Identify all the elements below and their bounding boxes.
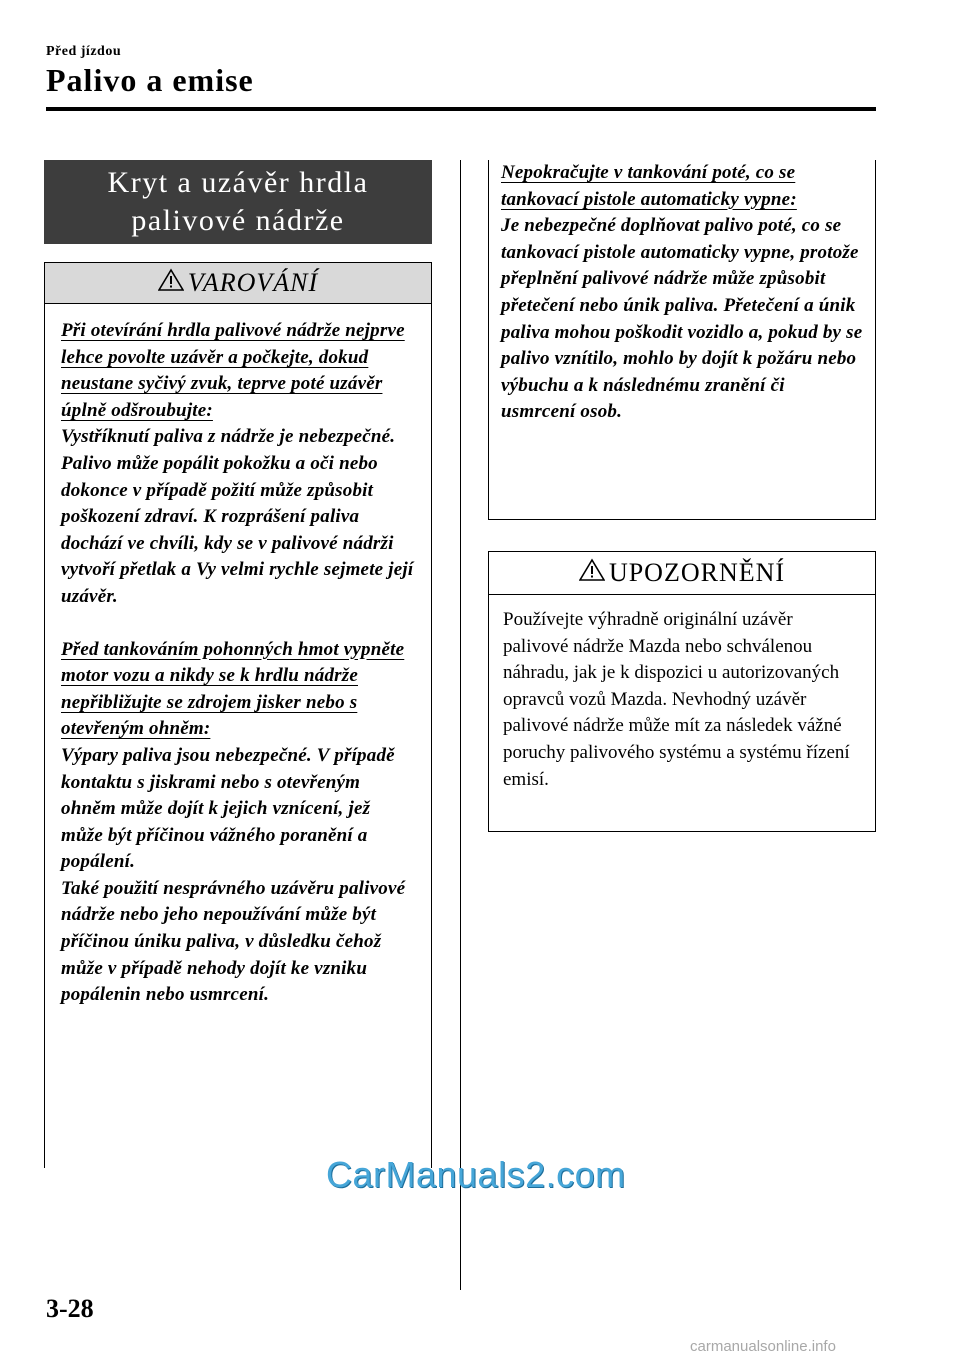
chapter-title: Palivo a emise: [46, 62, 254, 98]
header-divider: [46, 107, 876, 111]
caution-body: [489, 595, 875, 793]
warning-heading: VAROVÁNÍ: [187, 268, 319, 297]
warning-item3-text: Je nebezpečné doplňovat palivo poté, co se tankovací pistole automaticky vypne, protože přeplnění palivové nádrže může způsobit přetečení nebo únik paliva. Přetečení a únik paliva mohou poškodit vozidlo a, pokud by se palivo vznítilo, mohlo by dojít k požáru nebo výbuchu a k následnému zranění či usmrcení osob.: [501, 215, 863, 423]
warning-item1-lead: Při otevírání hrdla palivové nádrže nejprve lehce povolte uzávěr a počkejte, dokud neustane syčivý zvuk, teprve poté uzávěr úplně odšroubujte:: [61, 320, 405, 421]
warning-header: [45, 263, 431, 304]
warning-item3-lead: Nepokračujte v tankování poté, co se tankovací pistole automaticky vypne:: [501, 162, 797, 210]
caution-header: [489, 552, 875, 595]
column-divider: [460, 160, 461, 1290]
site-watermark: carmanualsonline.info: [690, 1338, 836, 1355]
caution-box: [488, 551, 876, 832]
page-number: 3-28: [46, 1294, 94, 1323]
warning-box: [44, 262, 432, 1168]
section-title-line1: Kryt a uzávěr hrdla: [107, 166, 369, 199]
warning-continuation: [488, 160, 876, 520]
warning-triangle-icon: [158, 268, 184, 299]
watermark: CarManuals2.com: [326, 1154, 626, 1195]
warning-item1-text: Vystříknutí paliva z nádrže je nebezpečné. Palivo může popálit pokožku a oči nebo dokonce v případě požití může způsobit poškození zdraví. K rozprášení paliva dochází ve chvíli, kdy se v palivové nádrži vytvoří přetlak a Vy velmi rychle sejmete její uzávěr.: [61, 426, 414, 607]
breadcrumb: Před jízdou: [46, 44, 122, 59]
caution-triangle-icon: [579, 558, 605, 589]
warning-item2-text: Výpary paliva jsou nebezpečné. V případě kontaktu s jiskrami nebo s otevřeným ohněm může dojít k jejich vznícení, jež může být příčinou vážného poranění a popálení.: [61, 744, 395, 873]
warning-body: [45, 304, 431, 1009]
caution-heading: UPOZORNĚNÍ: [608, 558, 786, 587]
section-title-banner: [44, 160, 432, 244]
section-title-line2: palivové nádrže: [131, 204, 345, 237]
caution-text: Používejte výhradně originální uzávěr palivové nádrže Mazda nebo schválenou náhradu, jak je k dispozici u autorizovaných opravců vozů Mazda. Nevhodný uzávěr palivové nádrže může mít za následek vážné poruchy palivového systému a systému řízení emisí.: [503, 609, 850, 790]
warning-item2-text2: Také použití nesprávného uzávěru palivové nádrže nebo jeho nepoužívání může být příčinou úniku paliva, v důsledku čehož může v případě nehody dojít ke vzniku popálenin nebo usmrcení.: [61, 877, 406, 1006]
warning-item2-lead: Před tankováním pohonných hmot vypněte motor vozu a nikdy se k hrdlu nádrže nepřibližujte se zdrojem jisker nebo s otevřeným ohněm:: [61, 638, 405, 740]
